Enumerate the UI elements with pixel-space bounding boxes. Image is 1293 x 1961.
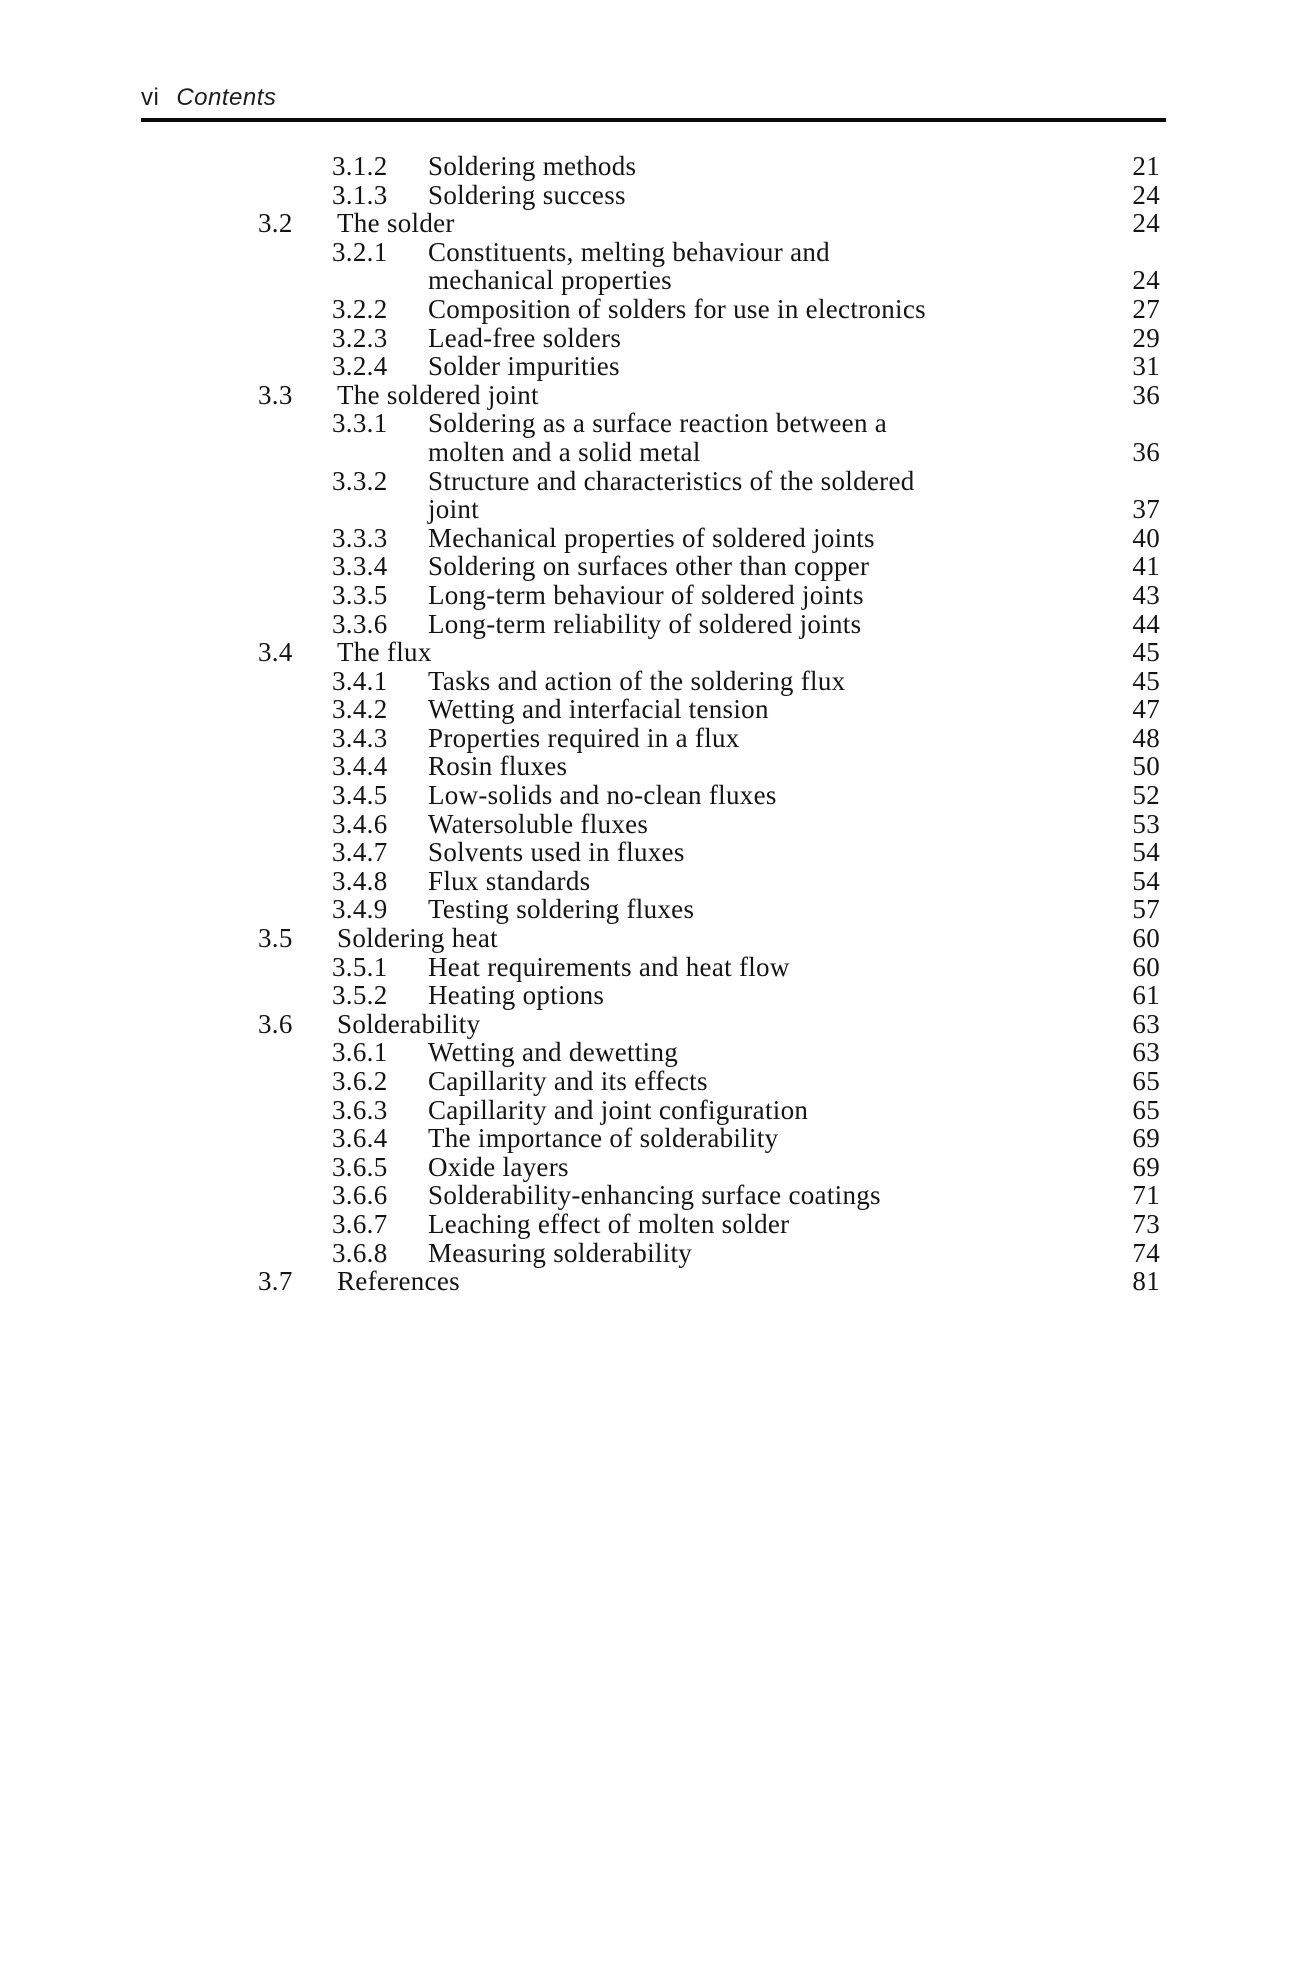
toc-entry	[258, 981, 1160, 1010]
toc-entry-title-line: Properties required in a flux	[428, 722, 740, 753]
toc-entry	[258, 695, 1160, 724]
toc-entry-title	[337, 924, 1124, 953]
toc-entry-title-line: Soldering success	[428, 179, 626, 210]
toc-entry	[258, 352, 1160, 381]
toc-entry-title	[428, 981, 1124, 1010]
toc-entry	[258, 152, 1160, 181]
toc-entry-title-line: Structure and characteristics of the soldered	[428, 465, 915, 496]
toc-entry-title	[428, 552, 1124, 581]
toc-entry	[258, 1067, 1160, 1096]
toc-entry-title	[337, 209, 1124, 238]
toc-entry-title-line: molten and a solid metal	[428, 436, 701, 467]
toc-entry	[258, 409, 1160, 466]
toc-entry-page: 54	[1132, 865, 1160, 896]
toc-entry-page: 50	[1132, 751, 1160, 782]
toc-entry-title	[428, 1210, 1124, 1239]
toc-entry-title	[428, 295, 1124, 324]
toc-entry-title-line: Heating options	[428, 980, 605, 1011]
toc-entry-number: 3.3.4	[332, 551, 388, 582]
toc-entry-number: 3.6.4	[332, 1123, 388, 1154]
toc-entry	[258, 581, 1160, 610]
toc-entry	[258, 467, 1160, 524]
toc-entry-number: 3.6.3	[332, 1094, 388, 1125]
toc-entry-title-line: mechanical properties	[428, 265, 672, 296]
header-rule	[141, 118, 1166, 122]
toc-entry-title-line: Soldering heat	[337, 923, 498, 954]
toc-entry	[258, 752, 1160, 781]
toc-entry-number: 3.3.2	[332, 465, 388, 496]
toc-entry-title-line: Soldering methods	[428, 151, 637, 181]
toc-entry-title	[428, 1239, 1124, 1268]
toc-entry-title-line: The soldered joint	[337, 379, 539, 410]
toc-entry-title	[428, 724, 1124, 753]
toc-entry	[258, 924, 1160, 953]
toc-entry-title	[428, 867, 1124, 896]
toc-entry	[258, 610, 1160, 639]
toc-entry-page: 69	[1132, 1151, 1160, 1182]
toc-entry-title-line: Wetting and interfacial tension	[428, 694, 769, 725]
toc-entry-page: 45	[1132, 665, 1160, 696]
toc-entry-title-line: Tasks and action of the soldering flux	[428, 665, 846, 696]
toc-entry-page: 60	[1132, 923, 1160, 954]
toc-entry-page: 36	[1132, 379, 1160, 410]
toc-entry-number: 3.6.2	[332, 1066, 388, 1096]
toc-entry-title	[428, 409, 1124, 466]
toc-entry-number: 3.5	[258, 923, 293, 954]
toc-entry-title	[428, 610, 1124, 639]
toc-entry-title	[428, 667, 1124, 696]
toc-entry-title-line: The flux	[337, 637, 432, 668]
toc-entry-title-line: Long-term behaviour of soldered joints	[428, 579, 864, 610]
toc-entry-page: 24	[1132, 179, 1160, 210]
toc-entry-title-line: Solderability	[337, 1008, 481, 1039]
toc-entry-page: 48	[1132, 722, 1160, 753]
toc-entry-title-line: Oxide layers	[428, 1151, 569, 1182]
toc-entry-title	[428, 953, 1124, 982]
toc-entry-page: 37	[1132, 494, 1160, 525]
toc-entry	[258, 810, 1160, 839]
toc-entry-number: 3.7	[258, 1266, 293, 1297]
toc-entry-title-line: The importance of solderability	[428, 1123, 779, 1154]
toc-entry-number: 3.5.1	[332, 951, 388, 982]
toc-entry	[258, 1210, 1160, 1239]
toc-entry-page: 44	[1132, 608, 1160, 639]
toc-entry	[258, 667, 1160, 696]
toc-entry	[258, 1124, 1160, 1153]
toc-entry-title-line: Solvents used in fluxes	[428, 837, 685, 868]
toc-entry-page: 24	[1132, 208, 1160, 239]
toc-entry-title-line: Composition of solders for use in electronics	[428, 293, 926, 324]
toc-entry-number: 3.3	[258, 379, 293, 410]
toc-entry-title-line: Testing soldering fluxes	[428, 894, 695, 925]
toc-entry-title	[428, 1124, 1124, 1153]
toc-entry-title	[337, 381, 1124, 410]
toc-entry-page: 54	[1132, 837, 1160, 868]
toc-entry-number: 3.2	[258, 208, 293, 239]
toc-entry-title	[428, 467, 1124, 524]
toc-entry-page: 40	[1132, 522, 1160, 553]
toc-entry-title	[428, 1067, 1124, 1096]
toc-entry-number: 3.4.9	[332, 894, 388, 925]
toc-entry-page: 27	[1132, 293, 1160, 324]
toc-entry-title-line: Soldering as a surface reaction between a	[428, 408, 888, 439]
toc-entry-number: 3.4	[258, 637, 293, 668]
toc-entry-number: 3.3.3	[332, 522, 388, 553]
toc-entry-page: 63	[1132, 1008, 1160, 1039]
toc-entry-title	[428, 581, 1124, 610]
toc-entry-number: 3.4.1	[332, 665, 388, 696]
toc-entry-number: 3.5.2	[332, 980, 388, 1011]
toc-entry-title-line: Low-solids and no-clean fluxes	[428, 780, 777, 811]
toc-entry-number: 3.6.7	[332, 1208, 388, 1239]
toc-entry-number: 3.2.3	[332, 322, 388, 353]
toc-entry	[258, 953, 1160, 982]
toc-entry-title	[428, 1153, 1124, 1182]
toc-entry	[258, 1267, 1160, 1296]
toc-entry-title-line: References	[337, 1266, 460, 1297]
toc-entry-page: 41	[1132, 551, 1160, 582]
toc-entry	[258, 381, 1160, 410]
toc-entry-number: 3.4.8	[332, 865, 388, 896]
toc-entry	[258, 1239, 1160, 1268]
toc-entry-number: 3.4.3	[332, 722, 388, 753]
toc-entry	[258, 1181, 1160, 1210]
toc-entry	[258, 209, 1160, 238]
toc-entry-number: 3.4.6	[332, 808, 388, 839]
toc-entry-page: 45	[1132, 637, 1160, 668]
toc-entry-number: 3.6	[258, 1008, 293, 1039]
toc-entry-number: 3.6.6	[332, 1180, 388, 1211]
toc-entry-title	[428, 838, 1124, 867]
toc-entry-title	[428, 352, 1124, 381]
toc-entry-number: 3.1.2	[332, 151, 388, 181]
toc-entry-title-line: Leaching effect of molten solder	[428, 1208, 790, 1239]
toc-entry-page: 53	[1132, 808, 1160, 839]
toc-entry-title	[428, 238, 1124, 295]
toc-entry-number: 3.6.5	[332, 1151, 388, 1182]
toc-entry-title	[428, 781, 1124, 810]
page-header	[141, 84, 276, 112]
toc-entry-page: 24	[1132, 265, 1160, 296]
toc-entry-title	[428, 895, 1124, 924]
toc-entry-title-line: Heat requirements and heat flow	[428, 951, 790, 982]
toc-entry-number: 3.1.3	[332, 179, 388, 210]
toc-entry-page: 74	[1132, 1237, 1160, 1268]
toc-entry-title	[428, 1181, 1124, 1210]
toc-entry-title-line: joint	[428, 494, 480, 525]
toc-entry-number: 3.3.5	[332, 579, 388, 610]
toc-entry	[258, 724, 1160, 753]
toc-entry	[258, 181, 1160, 210]
toc-entry-page: 73	[1132, 1208, 1160, 1239]
toc-entry-title-line: Flux standards	[428, 865, 591, 896]
toc-entry-title	[337, 1267, 1124, 1296]
toc-entry	[258, 524, 1160, 553]
toc-entry-title-line: Capillarity and its effects	[428, 1066, 708, 1096]
toc-entry-page: 43	[1132, 579, 1160, 610]
toc-entry-title	[428, 1038, 1124, 1067]
toc-entry	[258, 552, 1160, 581]
toc-entry-title-line: Measuring solderability	[428, 1237, 693, 1268]
toc-entry-page: 81	[1132, 1266, 1160, 1297]
toc-entry-page: 71	[1132, 1180, 1160, 1211]
toc-entry-title-line: Long-term reliability of soldered joints	[428, 608, 862, 639]
toc-entry-title	[428, 181, 1124, 210]
toc-entry-number: 3.4.5	[332, 780, 388, 811]
toc-entry	[258, 1153, 1160, 1182]
table-of-contents	[258, 152, 1160, 1296]
toc-entry	[258, 324, 1160, 353]
toc-entry-number: 3.6.8	[332, 1237, 388, 1268]
toc-entry	[258, 238, 1160, 295]
running-title: Contents	[176, 84, 277, 111]
toc-entry-page: 57	[1132, 894, 1160, 925]
toc-entry-title-line: Rosin fluxes	[428, 751, 568, 782]
toc-entry-page: 60	[1132, 951, 1160, 982]
toc-entry-number: 3.3.1	[332, 408, 388, 439]
toc-entry-title-line: Lead-free solders	[428, 322, 622, 353]
toc-entry-title	[337, 1010, 1124, 1039]
toc-entry-title-line: Constituents, melting behaviour and	[428, 236, 830, 267]
toc-entry-number: 3.2.4	[332, 351, 388, 382]
toc-entry	[258, 1010, 1160, 1039]
toc-entry	[258, 781, 1160, 810]
toc-entry-title	[428, 524, 1124, 553]
toc-entry-page: 65	[1132, 1066, 1160, 1096]
toc-entry-title-line: Watersoluble fluxes	[428, 808, 649, 839]
toc-entry-page: 63	[1132, 1037, 1160, 1068]
toc-entry-number: 3.2.1	[332, 236, 388, 267]
toc-entry-page: 61	[1132, 980, 1160, 1011]
toc-entry-title	[428, 152, 1124, 181]
toc-entry-page: 21	[1132, 151, 1160, 181]
toc-entry-number: 3.2.2	[332, 293, 388, 324]
toc-entry-title-line: Soldering on surfaces other than copper	[428, 551, 870, 582]
toc-entry-page: 52	[1132, 780, 1160, 811]
toc-entry-number: 3.3.6	[332, 608, 388, 639]
toc-entry-title	[428, 810, 1124, 839]
toc-entry	[258, 838, 1160, 867]
toc-entry	[258, 638, 1160, 667]
toc-entry-number: 3.6.1	[332, 1037, 388, 1068]
toc-entry-title-line: Mechanical properties of soldered joints	[428, 522, 875, 553]
toc-entry-title	[428, 752, 1124, 781]
toc-entry-title-line: The solder	[337, 208, 455, 239]
toc-entry-page: 31	[1132, 351, 1160, 382]
toc-entry-number: 3.4.4	[332, 751, 388, 782]
toc-entry	[258, 295, 1160, 324]
toc-entry	[258, 1096, 1160, 1125]
toc-entry-title-line: Wetting and dewetting	[428, 1037, 679, 1068]
toc-entry-page: 29	[1132, 322, 1160, 353]
toc-entry-number: 3.4.2	[332, 694, 388, 725]
toc-entry-number: 3.4.7	[332, 837, 388, 868]
page-number-label: vi	[141, 84, 160, 111]
toc-entry-title	[428, 324, 1124, 353]
toc-entry	[258, 895, 1160, 924]
toc-entry-title-line: Solderability-enhancing surface coatings	[428, 1180, 881, 1211]
toc-entry-title	[428, 695, 1124, 724]
toc-entry-title-line: Solder impurities	[428, 351, 620, 382]
toc-entry-page: 47	[1132, 694, 1160, 725]
toc-entry-title	[428, 1096, 1124, 1125]
toc-entry-title	[337, 638, 1124, 667]
toc-entry-page: 65	[1132, 1094, 1160, 1125]
toc-entry-page: 69	[1132, 1123, 1160, 1154]
toc-entry-title-line: Capillarity and joint configuration	[428, 1094, 809, 1125]
toc-entry	[258, 867, 1160, 896]
toc-entry-page: 36	[1132, 436, 1160, 467]
toc-entry	[258, 1038, 1160, 1067]
